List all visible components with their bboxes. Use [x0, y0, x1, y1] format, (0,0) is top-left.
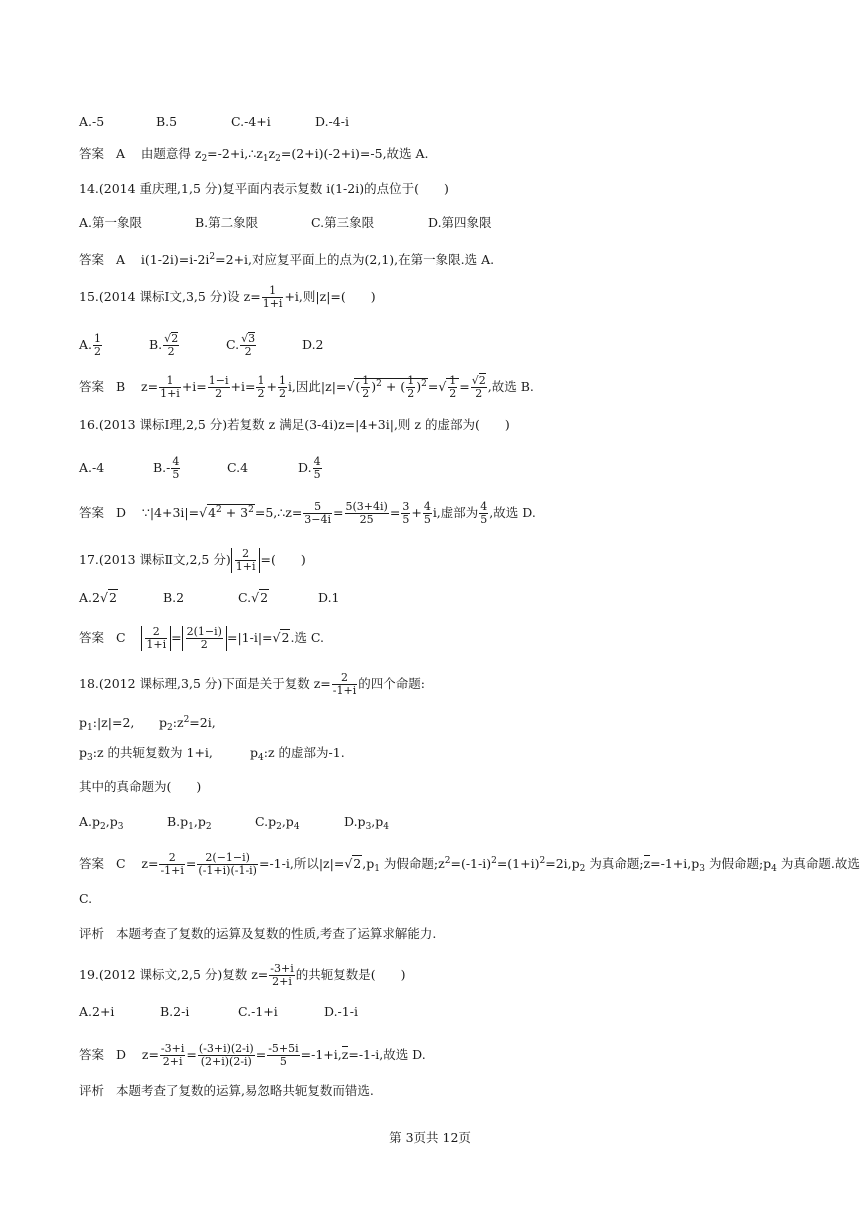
q19-option-d: D.-1-i: [324, 1004, 358, 1019]
solution-text: 为真命题.故选: [776, 856, 860, 871]
solution-text: =(-1-i): [450, 856, 492, 871]
q14-option-b: B.第二象限: [195, 215, 259, 230]
q18-option-c: C.p2,p4: [255, 814, 300, 832]
stem-text: 的共轭复数是( ): [295, 967, 406, 982]
q19-comment: [79, 1083, 374, 1099]
q19-options: [79, 1004, 358, 1020]
q14-option-d: D.第四象限: [428, 215, 492, 230]
solution-text: 由题意得 z: [140, 146, 202, 161]
solution-text: =|1-i|=: [226, 630, 273, 645]
solution-text: =2+i,对应复平面上的点为(2,1),在第一象限.选 A.: [215, 252, 495, 267]
solution-text: ,p: [362, 856, 375, 871]
answer-label: 答案: [79, 1047, 105, 1062]
stem-text: 18.(2012 课标理,3,5 分)下面是关于复数 z=: [79, 676, 331, 691]
stem-text: =( ): [260, 552, 306, 567]
q14-option-c: C.第三象限: [311, 215, 375, 230]
solution-text: =(1+i): [496, 856, 540, 871]
answer-label: 答案: [79, 630, 105, 645]
proposition-p4: $p_4:z$ 的虚部为-1.: [250, 745, 345, 763]
answer-label: 答案: [79, 379, 105, 394]
solution-text: =5,∴z=: [254, 505, 303, 520]
answer-label: 答案: [79, 856, 105, 871]
answer-label: 答案: [79, 146, 105, 161]
q14-options: [79, 215, 492, 231]
answer-label: 答案: [79, 505, 105, 520]
q19-stem: 19.(2012 课标文,2,5 分)复数 z= $\frac{-3+i}{2+i}$ 的共轭复数是( ): [79, 962, 406, 988]
q13-options: [79, 114, 349, 130]
answer-choice: C: [115, 856, 126, 871]
solution-text: ,故选 D.: [489, 505, 536, 520]
solution-text: =2i,p: [545, 856, 580, 871]
q18-answer: 答案 C z= $\frac{2}{-1+i}$ = $\frac{2(-1-i)}{(-1+i)(-1-i)}$ =-1-i,所以$|z|=√2,p_1$ 为假命题$;z^2=(-1-i)^2=(1+i)^2=2i,p_2$ 为真命题$;z=-1+i,p_3$ 为假命题$;p_4$ 为真命题.故选: [79, 851, 860, 877]
q15-option-a: A. $\frac{1}{2}$: [79, 331, 102, 358]
q13-option-c: C.-4+i: [231, 114, 271, 129]
q16-option-b: B.- $\frac{4}{5}$: [153, 455, 180, 481]
comment-text: 本题考查了复数的运算,易忽略共轭复数而错选.: [115, 1083, 374, 1098]
q18-propositions-row2: [79, 745, 345, 766]
comment-label: 评析: [79, 926, 105, 941]
solution-text: 为假命题;p: [704, 856, 772, 871]
q13-option-b: B.5: [156, 114, 178, 129]
q18-comment: [79, 926, 436, 942]
q18-stem: 18.(2012 课标理,3,5 分)下面是关于复数 z= $\frac{2}{-1+i}$ 的四个命题:: [79, 671, 425, 697]
q15-option-d: D.2: [302, 336, 324, 352]
q15-stem: [79, 285, 376, 310]
q19-option-c: C.-1+i: [238, 1004, 278, 1019]
solution-text: 为假命题;z: [379, 856, 445, 871]
q13-option-d: D.-4-i: [315, 114, 349, 129]
q18-option-b: B.p1,p2: [167, 814, 212, 832]
q16-option-a: A.-4: [79, 460, 105, 475]
q15-options: [79, 332, 324, 358]
answer-label: 答案: [79, 252, 105, 267]
q17-answer: 答案 C $\frac{2}{1+i}$ = $\frac{2(1-i)}{2}$ =|1-i|=√2.选 C.: [79, 625, 324, 651]
solution-text: i,虚部为: [432, 505, 479, 520]
answer-choice: A: [115, 252, 125, 267]
solution-text: =(2+i)(-2+i)=-5,故选 A.: [280, 146, 429, 161]
comment-text: 本题考查了复数的运算及复数的性质,考查了运算求解能力.: [115, 926, 437, 941]
solution-text: z: [268, 146, 276, 161]
q14-answer: 答案 A $i(1-2i)=i-2i^2=2+i$,对应复平面上的点为(2,1),在第一象限.选 A.: [79, 252, 495, 267]
solution-text: ,故选 B.: [487, 379, 534, 394]
q15-option-b: B. $\frac{√2}{2}$: [149, 332, 179, 358]
q16-answer: 答案 D $\because|4+3i|=√4^2$ + $3^2=5,\therefore z=$ $\frac{5}{3-4i}$ = $\frac{5(3+4i)}{25}$ = $\frac{3}{5}$ + $\frac{4}{5}$ i,虚部为 $\frac{4}{5}$ ,故选 D.: [79, 500, 536, 526]
q17-options: [79, 589, 340, 606]
stem-text: 19.(2012 课标文,2,5 分)复数 z=: [79, 967, 269, 982]
q15-option-c: C. $\frac{√3}{2}$: [226, 332, 256, 358]
q18-question: 其中的真命题为( ): [79, 779, 202, 794]
q16-option-c: C.4: [227, 460, 249, 475]
q17-option-c: C.√2: [238, 590, 269, 605]
q16-options: [79, 456, 323, 481]
answer-choice: D: [115, 1047, 126, 1062]
q16-option-d: D. $\frac{4}{5}$: [298, 455, 321, 481]
q15-answer: 答案 B z= $\frac{1}{1+i}$ +i= $\frac{1-i}{2}$ +i= $\frac{1}{2}$ + $\frac{1}{2}$ i,因此|z|=√( $\frac{1}{2}$ )$^2$ + ( $\frac{1}{2}$ )$^2$=√ $\frac{1}{2}$ = $\frac{√2}{2}$ ,故选 B.: [79, 374, 534, 400]
q14-option-a: A.第一象限: [79, 215, 143, 230]
stem-text: +i,则|z|=( ): [284, 289, 376, 304]
comment-label: 评析: [79, 1083, 105, 1098]
fraction: $\frac{1}{1+i}$: [262, 284, 283, 310]
q17-option-d: D.1: [318, 590, 340, 605]
solution-text: .选 C.: [290, 630, 324, 645]
q18-answer-cont: C.: [79, 891, 93, 906]
sqrt-expression: √( $\frac{1}{2}$ )$^2$ + ( $\frac{1}{2}$ )$^2$: [346, 374, 427, 400]
stem-text: 17.(2013 课标Ⅱ文,2,5 分): [79, 552, 231, 567]
q19-option-b: B.2-i: [160, 1004, 190, 1019]
q18-options: [79, 814, 389, 835]
proposition-p3: $p_3:z$ 的共轭复数为 1+i,: [79, 745, 213, 763]
stem-text: 的四个命题:: [358, 676, 425, 691]
solution-text: =-1+i,p: [650, 856, 700, 871]
q14-stem: 14.(2014 重庆理,1,5 分)复平面内表示复数 i(1-2i)的点位于( ): [79, 181, 449, 196]
q13-answer: 答案 A 由题意得 $z_2=-2+i,\therefore z_1z_2=(2+i)(-2+i)=-5$,故选 A.: [79, 146, 429, 164]
q16-stem: 16.(2013 课标Ⅰ理,2,5 分)若复数 z 满足(3-4i)z=|4+3i|,则 z 的虚部为( ): [79, 417, 510, 432]
answer-choice: A: [115, 146, 125, 161]
solution-text: i(1-2i)=i-2i: [140, 252, 210, 267]
q18-option-d: D.p3,p4: [344, 814, 390, 832]
solution-text: =-1-i,所以|z|=: [258, 856, 345, 871]
solution-text: ∵|4+3i|=: [141, 505, 200, 520]
q17-option-a: A.2√2: [79, 590, 117, 605]
answer-choice: D: [115, 505, 126, 520]
q19-answer: 答案 D z= $\frac{-3+i}{2+i}$ = $\frac{(-3+i)(2-i)}{(2+i)(2-i)}$ = $\frac{-5+5i}{5}$ =-1+i,z=-1-i,故选 D.: [79, 1042, 426, 1068]
page-footer: 第 3页共 12页: [389, 1130, 471, 1145]
answer-choice: C: [115, 630, 126, 645]
q18-option-a: A.p2,p3: [79, 814, 124, 832]
proposition-p1: $p_1:|z|=2$,: [79, 715, 135, 733]
q17-stem: 17.(2013 课标Ⅱ文,2,5 分) $\frac{2}{1+i}$ =( ): [79, 547, 306, 573]
q13-option-a: A.-5: [79, 114, 105, 129]
q17-option-b: B.2: [163, 590, 185, 605]
solution-text: =-1-i,故选 D.: [348, 1047, 426, 1062]
solution-text: =-1+i,: [300, 1047, 342, 1062]
solution-text: =-2+i,∴z: [207, 146, 263, 161]
solution-text: 为真命题;: [585, 856, 644, 871]
q18-propositions-row1: [79, 712, 216, 736]
q19-option-a: A.2+i: [79, 1004, 115, 1019]
proposition-p2: $p_2:z^2=2i$,: [159, 715, 216, 733]
stem-text: 15.(2014 课标Ⅰ文,3,5 分)设 z=: [79, 289, 261, 304]
answer-choice: B: [115, 379, 126, 394]
